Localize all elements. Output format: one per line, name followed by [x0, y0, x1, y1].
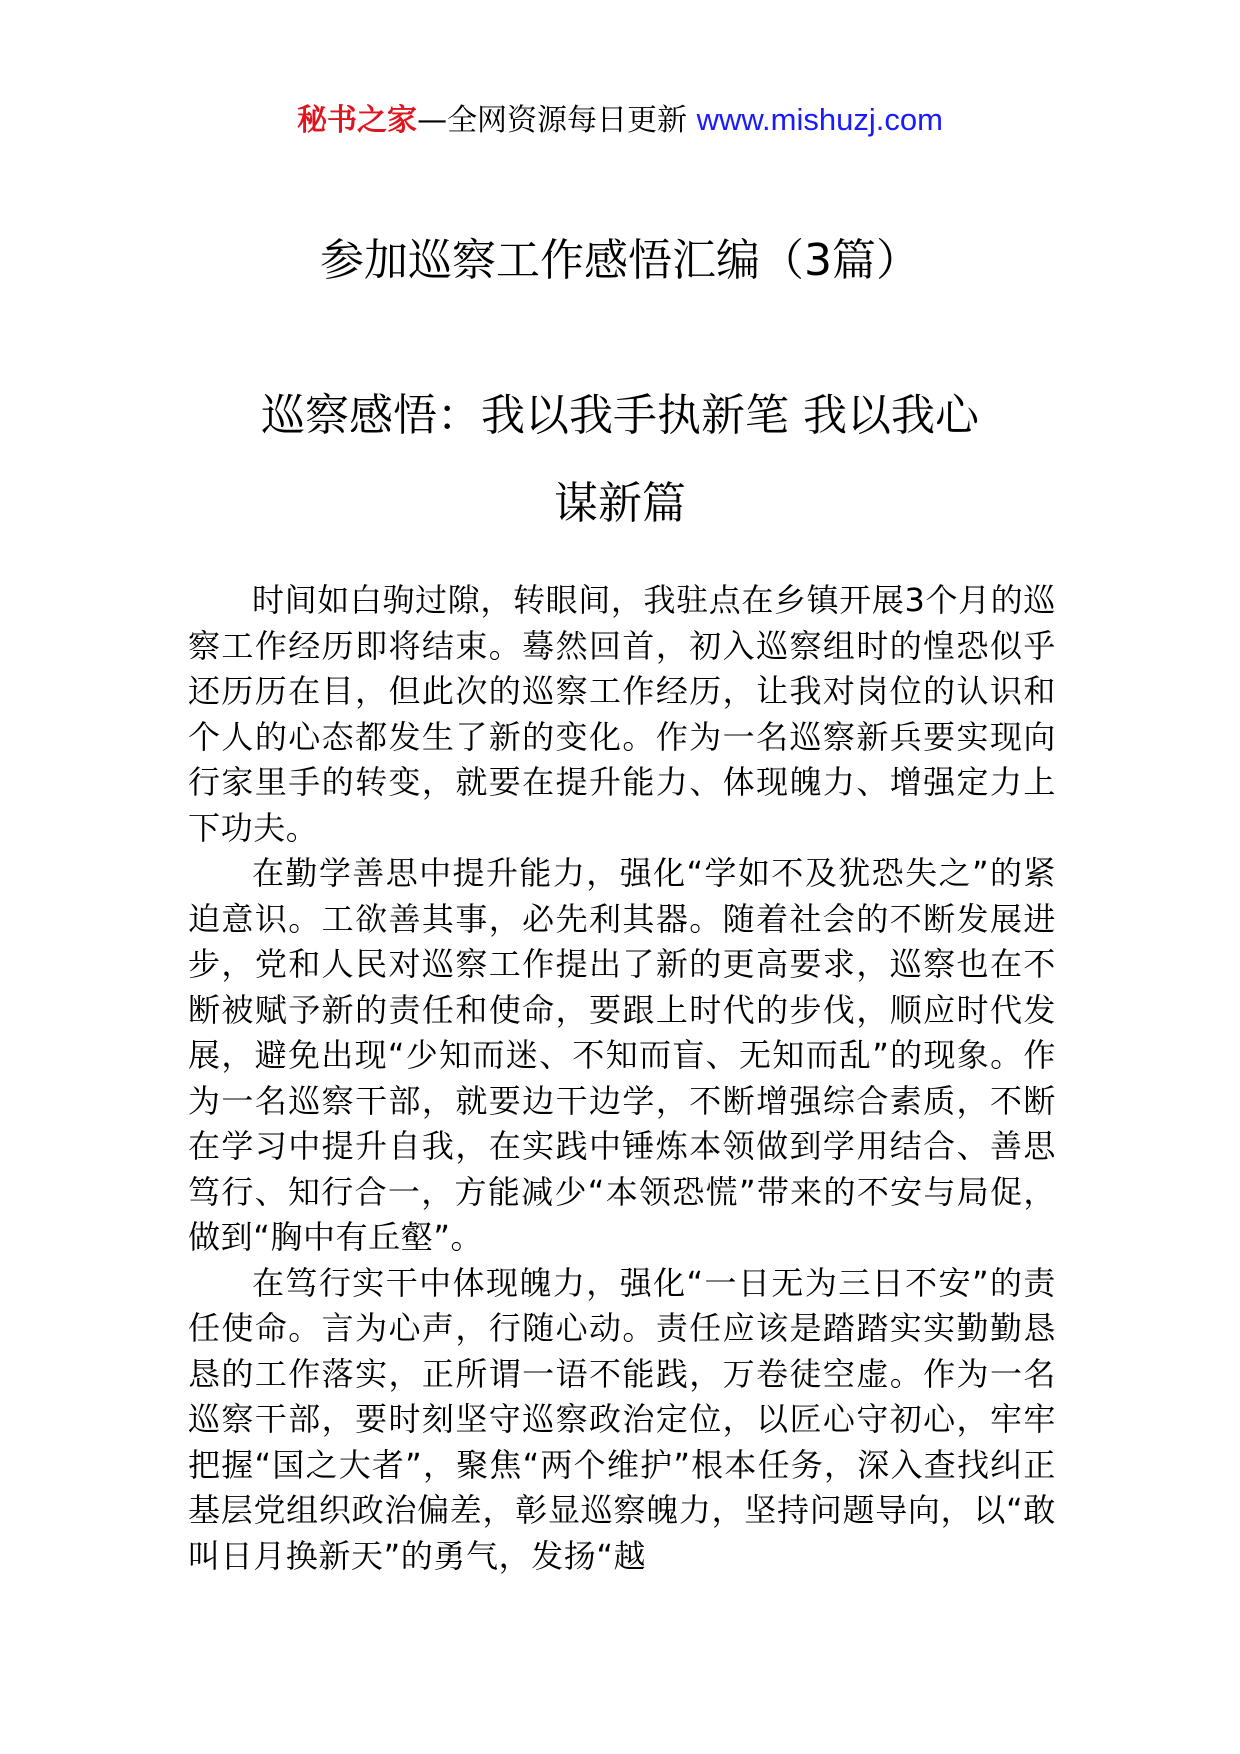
article-title-line-1: 巡察感悟：我以我手执新笔 我以我心: [261, 390, 979, 441]
brand-name: 秘书之家: [297, 103, 418, 138]
paragraph-3: 在笃行实干中体现魄力，强化“一日无为三日不安”的责任使命。言为心声，行随心动。责任应该是踏踏实实勤勤恳恳的工作落实，正所谓一语不能践，万卷徒空虚。作为一名巡察干部，要时刻坚守巡察政治定位，以匠心守初心，牢牢把握“国之大者”，聚焦“两个维护”根本任务，深入查找纠正基层党组织政治偏差，彰显巡察魄力，坚持问题导向，以“敢叫日月换新天”的勇气，发扬“越: [188, 1263, 1056, 1575]
paragraph-2: 在勤学善思中提升能力，强化“学如不及犹恐失之”的紧迫意识。工欲善其事，必先利其器。随着社会的不断发展进步，党和人民对巡察工作提出了新的更高要求，巡察也在不断被赋予新的责任和使命，要跟上时代的步伐，顺应时代发展，避免出现“少知而迷、不知而盲、无知而乱”的现象。作为一名巡察干部，就要边干边学，不断增强综合素质，不断在学习中提升自我，在实践中锤炼本领做到学用结合、善思笃行、知行合一，方能减少“本领恐慌”带来的不安与局促，做到“胸中有丘壑”。: [188, 854, 1056, 1256]
header-tagline: —全网资源每日更新: [417, 103, 697, 138]
article-title-line-2: 谋新篇: [554, 478, 686, 529]
site-url-link[interactable]: www.mishuzj.com: [696, 102, 943, 137]
paragraph-1: 时间如白驹过隙，转眼间，我驻点在乡镇开展3个月的巡察工作经历即将结束。蓦然回首，初入巡察组时的惶恐似乎还历历在目，但此次的巡察工作经历，让我对岗位的认识和个人的心态都发生了新的变化。作为一名巡察新兵要实现向行家里手的转变，就要在提升能力、体现魄力、增强定力上下功夫。: [188, 581, 1056, 847]
article-body: [188, 578, 1056, 1579]
site-header-banner: [0, 100, 1240, 141]
article-title: [210, 372, 1030, 548]
document-title: 参加巡察工作感悟汇编（3篇）: [320, 235, 920, 286]
